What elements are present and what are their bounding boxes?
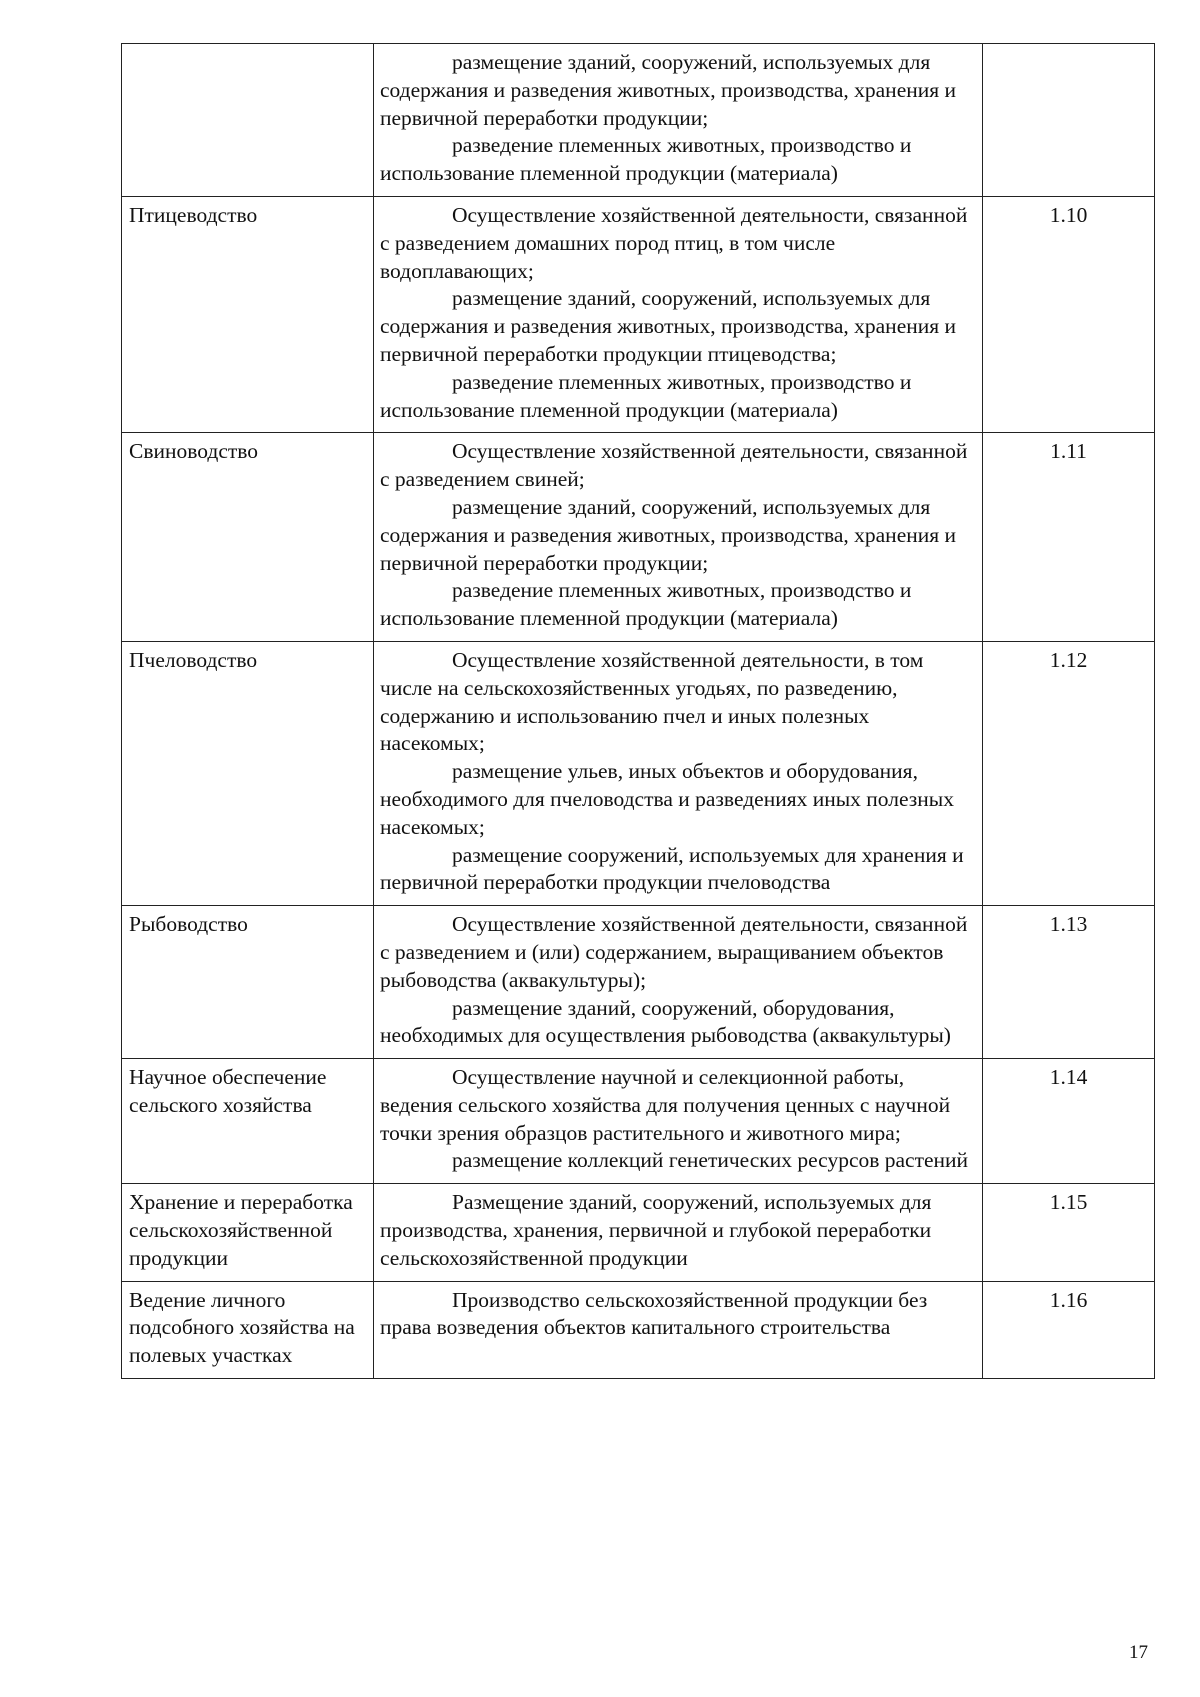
land-use-name: Свиноводство	[122, 433, 374, 642]
land-use-code: 1.16	[983, 1281, 1155, 1378]
description-paragraph: разведение племенных животных, производство и использование племенной продукции (материала)	[380, 133, 912, 186]
description-paragraph: размещение коллекций генетических ресурсов растений	[452, 1148, 969, 1173]
land-use-description	[374, 1184, 983, 1281]
page-number: 17	[1129, 1642, 1148, 1663]
description-paragraph: размещение зданий, сооружений, используемых для содержания и разведения животных, производства, хранения и первичной переработки продукции;	[380, 494, 957, 575]
description-paragraph: Осуществление хозяйственной деятельности, связанной с разведением свиней;	[380, 439, 968, 492]
table-row	[122, 196, 1155, 432]
land-use-code: 1.10	[983, 196, 1155, 432]
description-paragraph: Осуществление хозяйственной деятельности, связанной с разведением домашних пород птиц, в том числе водоплавающих;	[380, 202, 968, 283]
land-use-description	[374, 906, 983, 1059]
land-use-description	[374, 1059, 983, 1184]
land-use-code	[983, 44, 1155, 197]
table-row	[122, 906, 1155, 1059]
table-row	[122, 44, 1155, 197]
land-use-description	[374, 44, 983, 197]
table-row	[122, 433, 1155, 642]
table-row	[122, 1281, 1155, 1378]
land-use-table	[121, 43, 1155, 1379]
land-use-name: Хранение и переработка сельскохозяйственной продукции	[122, 1184, 374, 1281]
land-use-code: 1.14	[983, 1059, 1155, 1184]
land-use-name	[122, 44, 374, 197]
table-body	[122, 44, 1155, 1379]
description-paragraph: размещение зданий, сооружений, используемых для содержания и разведения животных, производства, хранения и первичной переработки продукции;	[380, 50, 957, 130]
land-use-name: Птицеводство	[122, 196, 374, 432]
description-paragraph: Осуществление научной и селекционной работы, ведения сельского хозяйства для получения ценных с научной точки зрения образцов растительного и животного мира;	[380, 1065, 951, 1145]
land-use-code: 1.11	[983, 433, 1155, 642]
description-paragraph: разведение племенных животных, производство и использование племенной продукции (материала)	[380, 578, 912, 631]
table-row	[122, 1184, 1155, 1281]
land-use-description	[374, 641, 983, 905]
table-row	[122, 641, 1155, 905]
land-use-name: Пчеловодство	[122, 641, 374, 905]
land-use-name: Рыбоводство	[122, 906, 374, 1059]
description-paragraph: размещение зданий, сооружений, оборудования, необходимых для осуществления рыбоводства (аквакультуры)	[380, 995, 951, 1048]
land-use-description	[374, 433, 983, 642]
description-paragraph: размещение зданий, сооружений, используемых для содержания и разведения животных, производства, хранения и первичной переработки продукции птицеводства;	[380, 286, 957, 366]
table-row	[122, 1059, 1155, 1184]
description-paragraph: разведение племенных животных, производство и использование племенной продукции (материала)	[380, 369, 912, 422]
land-use-code: 1.12	[983, 641, 1155, 905]
land-use-code: 1.13	[983, 906, 1155, 1059]
description-paragraph: размещение ульев, иных объектов и оборудования, необходимого для пчеловодства и разведениях иных полезных насекомых;	[380, 759, 955, 839]
description-paragraph: Осуществление хозяйственной деятельности, связанной с разведением и (или) содержанием, выращиванием объектов рыбоводства (аквакультуры);	[380, 912, 968, 992]
description-paragraph: размещение сооружений, используемых для хранения и первичной переработки продукции пчеловодства	[380, 842, 964, 895]
description-paragraph: Производство сельскохозяйственной продукции без права возведения объектов капитального строительства	[380, 1287, 928, 1340]
land-use-description	[374, 1281, 983, 1378]
description-paragraph: Размещение зданий, сооружений, используемых для производства, хранения, первичной и глубокой переработки сельскохозяйственной продукции	[380, 1190, 932, 1270]
land-use-code: 1.15	[983, 1184, 1155, 1281]
land-use-description	[374, 196, 983, 432]
land-use-name: Научное обеспечение сельского хозяйства	[122, 1059, 374, 1184]
description-paragraph: Осуществление хозяйственной деятельности, в том числе на сельскохозяйственных угодьях, по разведению, содержанию и использованию пчел и иных полезных насекомых;	[380, 647, 924, 756]
land-use-name: Ведение личного подсобного хозяйства на полевых участках	[122, 1281, 374, 1378]
